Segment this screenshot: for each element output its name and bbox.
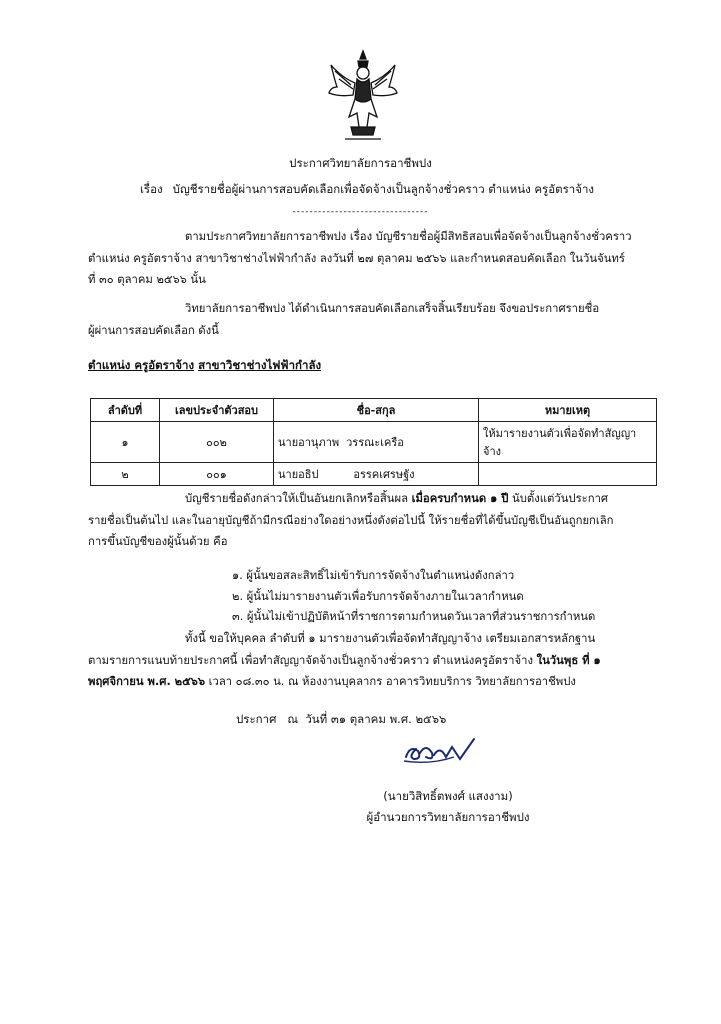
validity-line-1: [88, 488, 614, 510]
candidates-table: [90, 398, 657, 486]
list-item: ๒. ผู้นั้นไม่มารายงานตัวเพื่อรับการจัดจ้างภายในเวลากำหนด: [232, 589, 524, 603]
conditions-list: [232, 566, 595, 628]
table-row: [91, 422, 657, 463]
signatory-title: ผู้อำนวยการวิทยาลัยการอาชีพปง: [366, 810, 530, 824]
announce-at: ณ: [287, 712, 299, 726]
subject-line: [140, 181, 594, 199]
subject-text: บัญชีรายชื่อผู้ผ่านการสอบคัดเลือกเพื่อจัดจ้างเป็นลูกจ้างชั่วคราว ตำแหน่ง ครูอัตราจ้าง: [172, 182, 595, 196]
signature-image: [400, 735, 490, 769]
position-label: ตำแหน่ง ครูอัตราจ้าง: [88, 358, 195, 372]
validity-text-b: เมื่อครบกำหนด ๑ ปี: [411, 492, 509, 505]
intro-paragraph: [88, 226, 632, 291]
cell-exam-id: ๐๐๒: [160, 422, 274, 463]
intro-line-2: ตำแหน่ง ครูอัตราจ้าง สาขาวิชาช่างไฟฟ้ากำลัง ลงวันที่ ๒๗ ตุลาคม ๒๕๖๖ และกำหนดสอบคัดเลือก ในวันจันทร์: [88, 251, 625, 265]
table-row: [91, 463, 657, 486]
cell-exam-id: ๐๐๑: [160, 463, 274, 486]
validity-line-3: การขึ้นบัญชีของผู้นั้นด้วย คือ: [88, 535, 228, 548]
instruction-date-b: พฤศจิกายน พ.ศ. ๒๕๖๖: [88, 675, 206, 688]
instruction-text-a: ตามรายการแนบท้ายประกาศนี้ เพื่อทำสัญญาจัดจ้างเป็นลูกจ้างชั่วคราว ตำแหน่งครูอัตราจ้าง: [88, 653, 533, 667]
validity-text-a: บัญชีรายชื่อดังกล่าวให้เป็นอันยกเลิกหรือสิ้นผล: [185, 492, 409, 505]
cell-name: นายอธิป อรรคเศรษฐัง: [274, 463, 479, 486]
validity-text-c: นับตั้งแต่วันประกาศ: [512, 492, 609, 505]
intro-line-3: ที่ ๓๐ ตุลาคม ๒๕๖๖ นั้น: [88, 273, 206, 286]
position-heading: [88, 357, 321, 375]
validity-line-2: รายชื่อเป็นต้นไป และในอายุบัญชีถ้ามีกรณีอย่างใดอย่างหนึ่งดังต่อไปนี้ ให้รายชื่อที่ได้ขึ้นบัญชีเป็นอันถูกยกเลิก: [88, 513, 614, 527]
cell-order: ๑: [91, 422, 160, 463]
col-header-remark: หมายเหตุ: [479, 399, 657, 422]
col-header-order: ลำดับที่: [91, 399, 160, 422]
cell-remark: ให้มารายงานตัวเพื่อจัดทำสัญญาจ้าง: [479, 422, 657, 463]
instruction-line-2: [88, 650, 601, 672]
completion-line-2: ผู้ผ่านการสอบคัดเลือก ดังนี้: [88, 323, 219, 337]
instruction-line-1: ทั้งนี้ ขอให้บุคคล ลำดับที่ ๑ มารายงานตัวเพื่อจัดทำสัญญาจ้าง เตรียมเอกสารหลักฐาน: [185, 632, 596, 645]
cell-order: ๒: [91, 463, 160, 486]
instruction-text-b: เวลา ๐๘.๓๐ น. ณ ห้องงานบุคลากร อาคารวิทยบริการ วิทยาลัยการอาชีพปง: [208, 675, 576, 688]
separator: --------------------------------: [292, 207, 429, 217]
institution-title: ประกาศวิทยาลัยการอาชีพปง: [289, 156, 432, 170]
completion-line-1: วิทยาลัยการอาชีพปง ได้ดำเนินการสอบคัดเลือกเสร็จสิ้นเรียบร้อย จึงขอประกาศรายชื่อ: [185, 302, 600, 315]
instruction-date-a: ในวันพุธ ที่ ๑: [536, 653, 601, 667]
col-header-name: ชื่อ-สกุล: [274, 399, 479, 422]
list-item: ๑. ผู้นั้นขอสละสิทธิ์ไม่เข้ารับการจัดจ้างในตำแหน่งดังกล่าว: [232, 569, 515, 582]
intro-line-1: ตามประกาศวิทยาลัยการอาชีพปง เรื่อง บัญชีรายชื่อผู้มีสิทธิสอบเพื่อจัดจ้างเป็นลูกจ้างชั่วคราว: [185, 230, 632, 243]
garuda-emblem-icon: [327, 47, 399, 143]
position-branch: สาขาวิชาช่างไฟฟ้ากำลัง: [198, 358, 322, 372]
list-item: ๓. ผู้นั้นไม่เข้าปฏิบัติหน้าที่ราชการตามกำหนดวันเวลาที่ส่วนราชการกำหนด: [232, 610, 596, 623]
completion-paragraph: [88, 298, 599, 341]
instruction-line-3: [88, 671, 601, 693]
instruction-paragraph: [88, 628, 601, 693]
validity-paragraph: [88, 488, 614, 553]
signatory-name: (นายวิสิทธิ์ตพงศ์ แสงงาม): [383, 789, 513, 803]
announce-date: วันที่ ๓๑ ตุลาคม พ.ศ. ๒๕๖๖: [305, 712, 447, 726]
subject-label: เรื่อง: [140, 182, 163, 196]
announce-label: ประกาศ: [236, 712, 277, 726]
col-header-exam-id: เลขประจำตัวสอบ: [160, 399, 274, 422]
cell-remark: [479, 463, 657, 486]
cell-name: นายอานุภาพ วรรณะเครือ: [274, 422, 479, 463]
announce-line: [236, 712, 446, 727]
table-header-row: [91, 399, 657, 422]
